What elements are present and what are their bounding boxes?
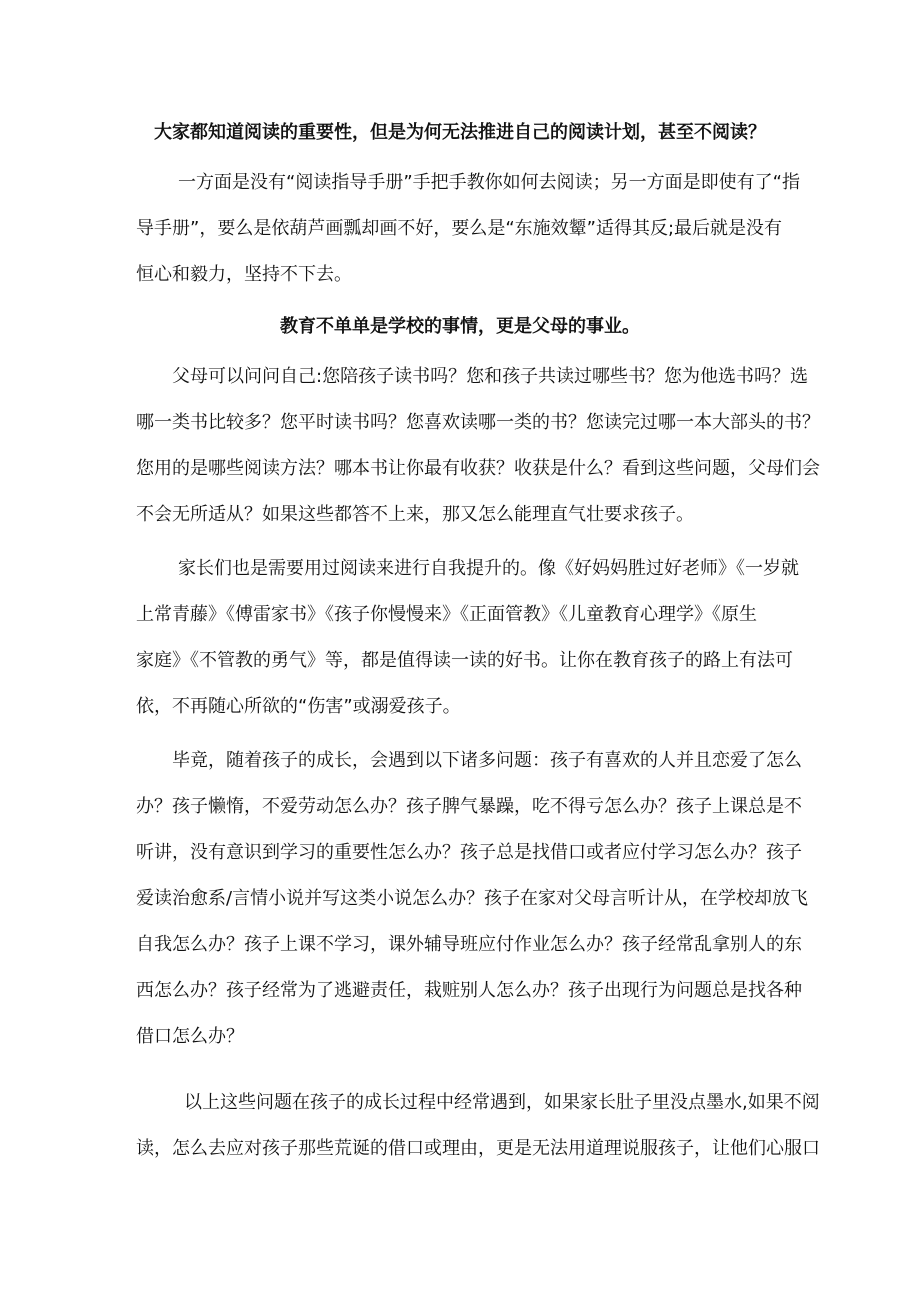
paragraph-line: 一方面是没有“阅读指导手册”手把手教你如何去阅读；另一方面是即使有了“指 bbox=[178, 172, 800, 193]
paragraph-line: 恒心和毅力，坚持不下去。 bbox=[136, 264, 352, 285]
document-title: 大家都知道阅读的重要性，但是为何无法推进自己的阅读计划，甚至不阅读？ bbox=[154, 122, 766, 143]
paragraph-line: 导手册”，要么是依葫芦画瓢却画不好，要么是“东施效颦”适得其反;最后就是没有 bbox=[136, 218, 783, 239]
paragraph-line: 家庭》《不管教的勇气》等，都是值得读一读的好书。让你在教育孩子的路上有法可 bbox=[136, 650, 793, 671]
paragraph-line: 不会无所适从？如果这些都答不上来，那又怎么能理直气壮要求孩子。 bbox=[136, 504, 694, 525]
paragraph-line: 上常青藤》《傅雷家书》《孩子你慢慢来》《正面管教》《儿童教育心理学》《原生 bbox=[136, 604, 757, 625]
paragraph-line: 家长们也是需要用过阅读来进行自我提升的。像《好妈妈胜过好老师》《一岁就 bbox=[178, 558, 799, 579]
paragraph-line: 毕竟，随着孩子的成长，会遇到以下诸多问题：孩子有喜欢的人并且恋爱了怎么 bbox=[172, 750, 802, 771]
paragraph-line: 爱读治愈系/言情小说并写这类小说怎么办？孩子在家对父母言听计从，在学校却放飞 bbox=[136, 888, 809, 909]
paragraph-line: 办？孩子懒惰，不爱劳动怎么办？孩子脾气暴躁，吃不得亏怎么办？孩子上课总是不 bbox=[136, 796, 802, 817]
paragraph-line: 父母可以问问自己:您陪孩子读书吗？您和孩子共读过哪些书？您为他选书吗？选 bbox=[172, 366, 809, 387]
paragraph-line: 您用的是哪些阅读方法？哪本书让你最有收获？收获是什么？看到这些问题，父母们会 bbox=[136, 458, 820, 479]
paragraph-line: 哪一类书比较多？您平时读书吗？您喜欢读哪一类的书？您读完过哪一本大部头的书？ bbox=[136, 412, 820, 433]
paragraph-line: 依，不再随心所欲的“伤害”或溺爱孩子。 bbox=[136, 696, 461, 717]
paragraph-line: 借口怎么办？ bbox=[136, 1026, 244, 1047]
paragraph-line: 西怎么办？孩子经常为了逃避责任，栽赃别人怎么办？孩子出现行为问题总是找各种 bbox=[136, 980, 802, 1001]
paragraph-line: 听讲，没有意识到学习的重要性怎么办？孩子总是找借口或者应付学习怎么办？孩子 bbox=[136, 842, 802, 863]
paragraph-line: 自我怎么办？孩子上课不学习，课外辅导班应付作业怎么办？孩子经常乱拿别人的东 bbox=[136, 934, 802, 955]
paragraph-line: 以上这些问题在孩子的成长过程中经常遇到，如果家长肚子里没点墨水,如果不阅 bbox=[184, 1092, 820, 1113]
section-heading: 教育不单单是学校的事情，更是父母的事业。 bbox=[280, 316, 640, 337]
paragraph-line: 读，怎么去应对孩子那些荒诞的借口或理由，更是无法用道理说服孩子，让他们心服口 bbox=[136, 1138, 820, 1159]
